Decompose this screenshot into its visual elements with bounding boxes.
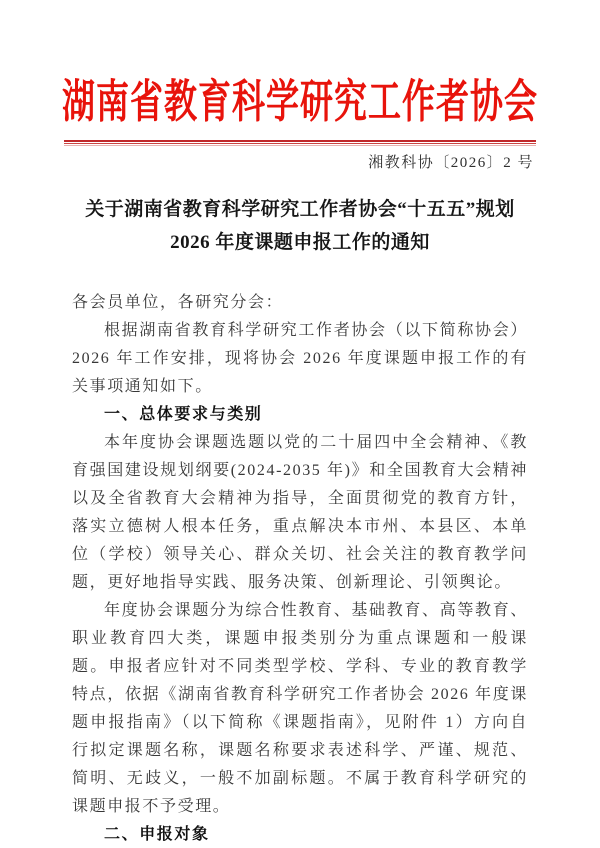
divider-line-pink [64, 145, 536, 146]
section-heading-requirements: 一、总体要求与类别 [104, 406, 263, 423]
divider-line-thin [64, 143, 536, 144]
paragraph-topic-categories: 年度协会课题分为综合性教育、基础教育、高等教育、职业教育四大类，课题申报类别分为重点课题和一般课题。申报者应针对不同类型学校、学科、专业的教育教学特点，依据《湖南省教育科学研究工作者协会 2026 年度课题申报指南》（以下简称《课题指南》，见附件 1）方向自行拟定课题名称，课题名称要求表述科学、严谨、规范、简明、无歧义，一般不加副标题。不属于教育科学研究的课题申报不予受理。 [72, 602, 528, 815]
org-masthead-title: 湖南省教育科学研究工作者协会 [62, 78, 538, 128]
notice-title [0, 193, 600, 259]
document-body [72, 289, 528, 848]
doc-reference-number: 湘教科协〔2026〕2 号 [368, 155, 534, 171]
header-divider [64, 140, 536, 146]
divider-line-thick [64, 140, 536, 142]
salutation: 各会员单位，各研究分会： [72, 294, 284, 311]
paragraph-guiding-principles: 本年度协会课题选题以党的二十届四中全会精神、《教育强国建设规划纲要(2024-2035 年)》和全国教育大会精神以及全省教育大会精神为指导，全面贯彻党的教育方针，落实立德树人根本任务，重点解决本市州、本县区、本单位（学校）领导关心、群众关切、社会关注的教育教学问题，更好地指导实践、服务决策、创新理论、引领舆论。 [72, 434, 528, 591]
paragraph-intro: 根据湖南省教育科学研究工作者协会（以下简称协会）2026 年工作安排，现将协会 2026 年度课题申报工作的有关事项通知如下。 [72, 322, 528, 395]
notice-title-line2: 2026 年度课题申报工作的通知 [170, 232, 430, 253]
section-heading-applicants: 二、申报对象 [104, 826, 210, 843]
notice-title-line1: 关于湖南省教育科学研究工作者协会“十五五”规划 [85, 199, 515, 220]
